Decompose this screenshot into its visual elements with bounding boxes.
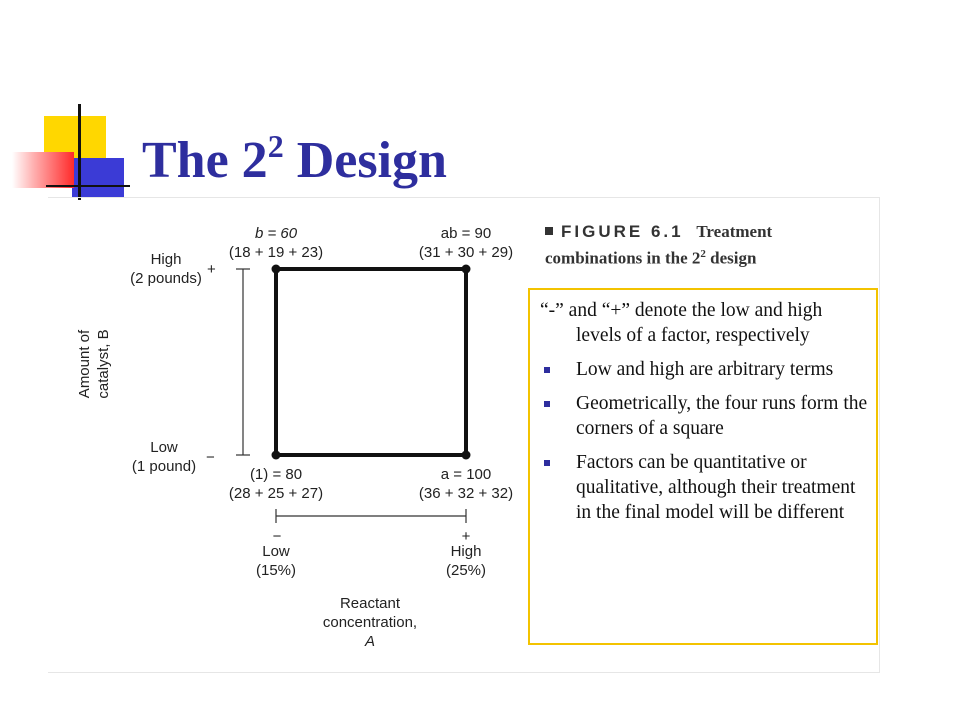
x-low-label: Low (15%): [255, 543, 296, 579]
x-high-sign: +: [461, 528, 471, 545]
corner-label-ab: ab = 90 (31 + 30 + 29): [418, 225, 514, 261]
corner-dot-1: [272, 451, 281, 460]
y-high-label: High (2 pounds): [130, 251, 202, 287]
corner-dot-b: [272, 265, 281, 274]
x-high-label: High (25%): [445, 543, 486, 579]
note-item: Low and high are arbitrary terms: [540, 357, 868, 382]
x-low-sign: −: [272, 528, 282, 545]
caption-square-icon: [545, 227, 553, 235]
bullet-icon: [544, 460, 550, 466]
bullet-icon: [544, 367, 550, 373]
figure-caption: FIGURE 6.1 Treatment combinations in the $2^2$ design: [545, 222, 773, 268]
y-low-label: Low (1 pound): [131, 439, 197, 475]
notes-box: [528, 288, 878, 645]
bullet-icon: [544, 401, 550, 407]
corner-label-a: a = 100 (36 + 32 + 32): [418, 466, 514, 502]
corner-label-b: b = 60 (18 + 19 + 23): [228, 225, 324, 261]
corner-label-1: (1) = 80 (28 + 25 + 27): [228, 466, 324, 502]
design-square: [276, 269, 466, 455]
y-axis-title: Amount of catalyst, B: [76, 329, 112, 399]
note-item: Factors can be quantitative or qualitative, although their treatment in the final model will be different: [540, 450, 868, 525]
y-low-sign: −: [206, 449, 215, 466]
note-item: Geometrically, the four runs form the corners of a square: [540, 391, 868, 441]
notes-list: [540, 298, 868, 534]
corner-dot-a: [462, 451, 471, 460]
corner-dot-ab: [462, 265, 471, 274]
slide-title: The $2^2$ Design: [142, 128, 447, 189]
y-high-sign: +: [207, 261, 216, 278]
note-intro: “-” and “+” denote the low and high levels of a factor, respectively: [540, 300, 823, 346]
x-axis-title: Reactant concentration, A: [322, 595, 418, 650]
